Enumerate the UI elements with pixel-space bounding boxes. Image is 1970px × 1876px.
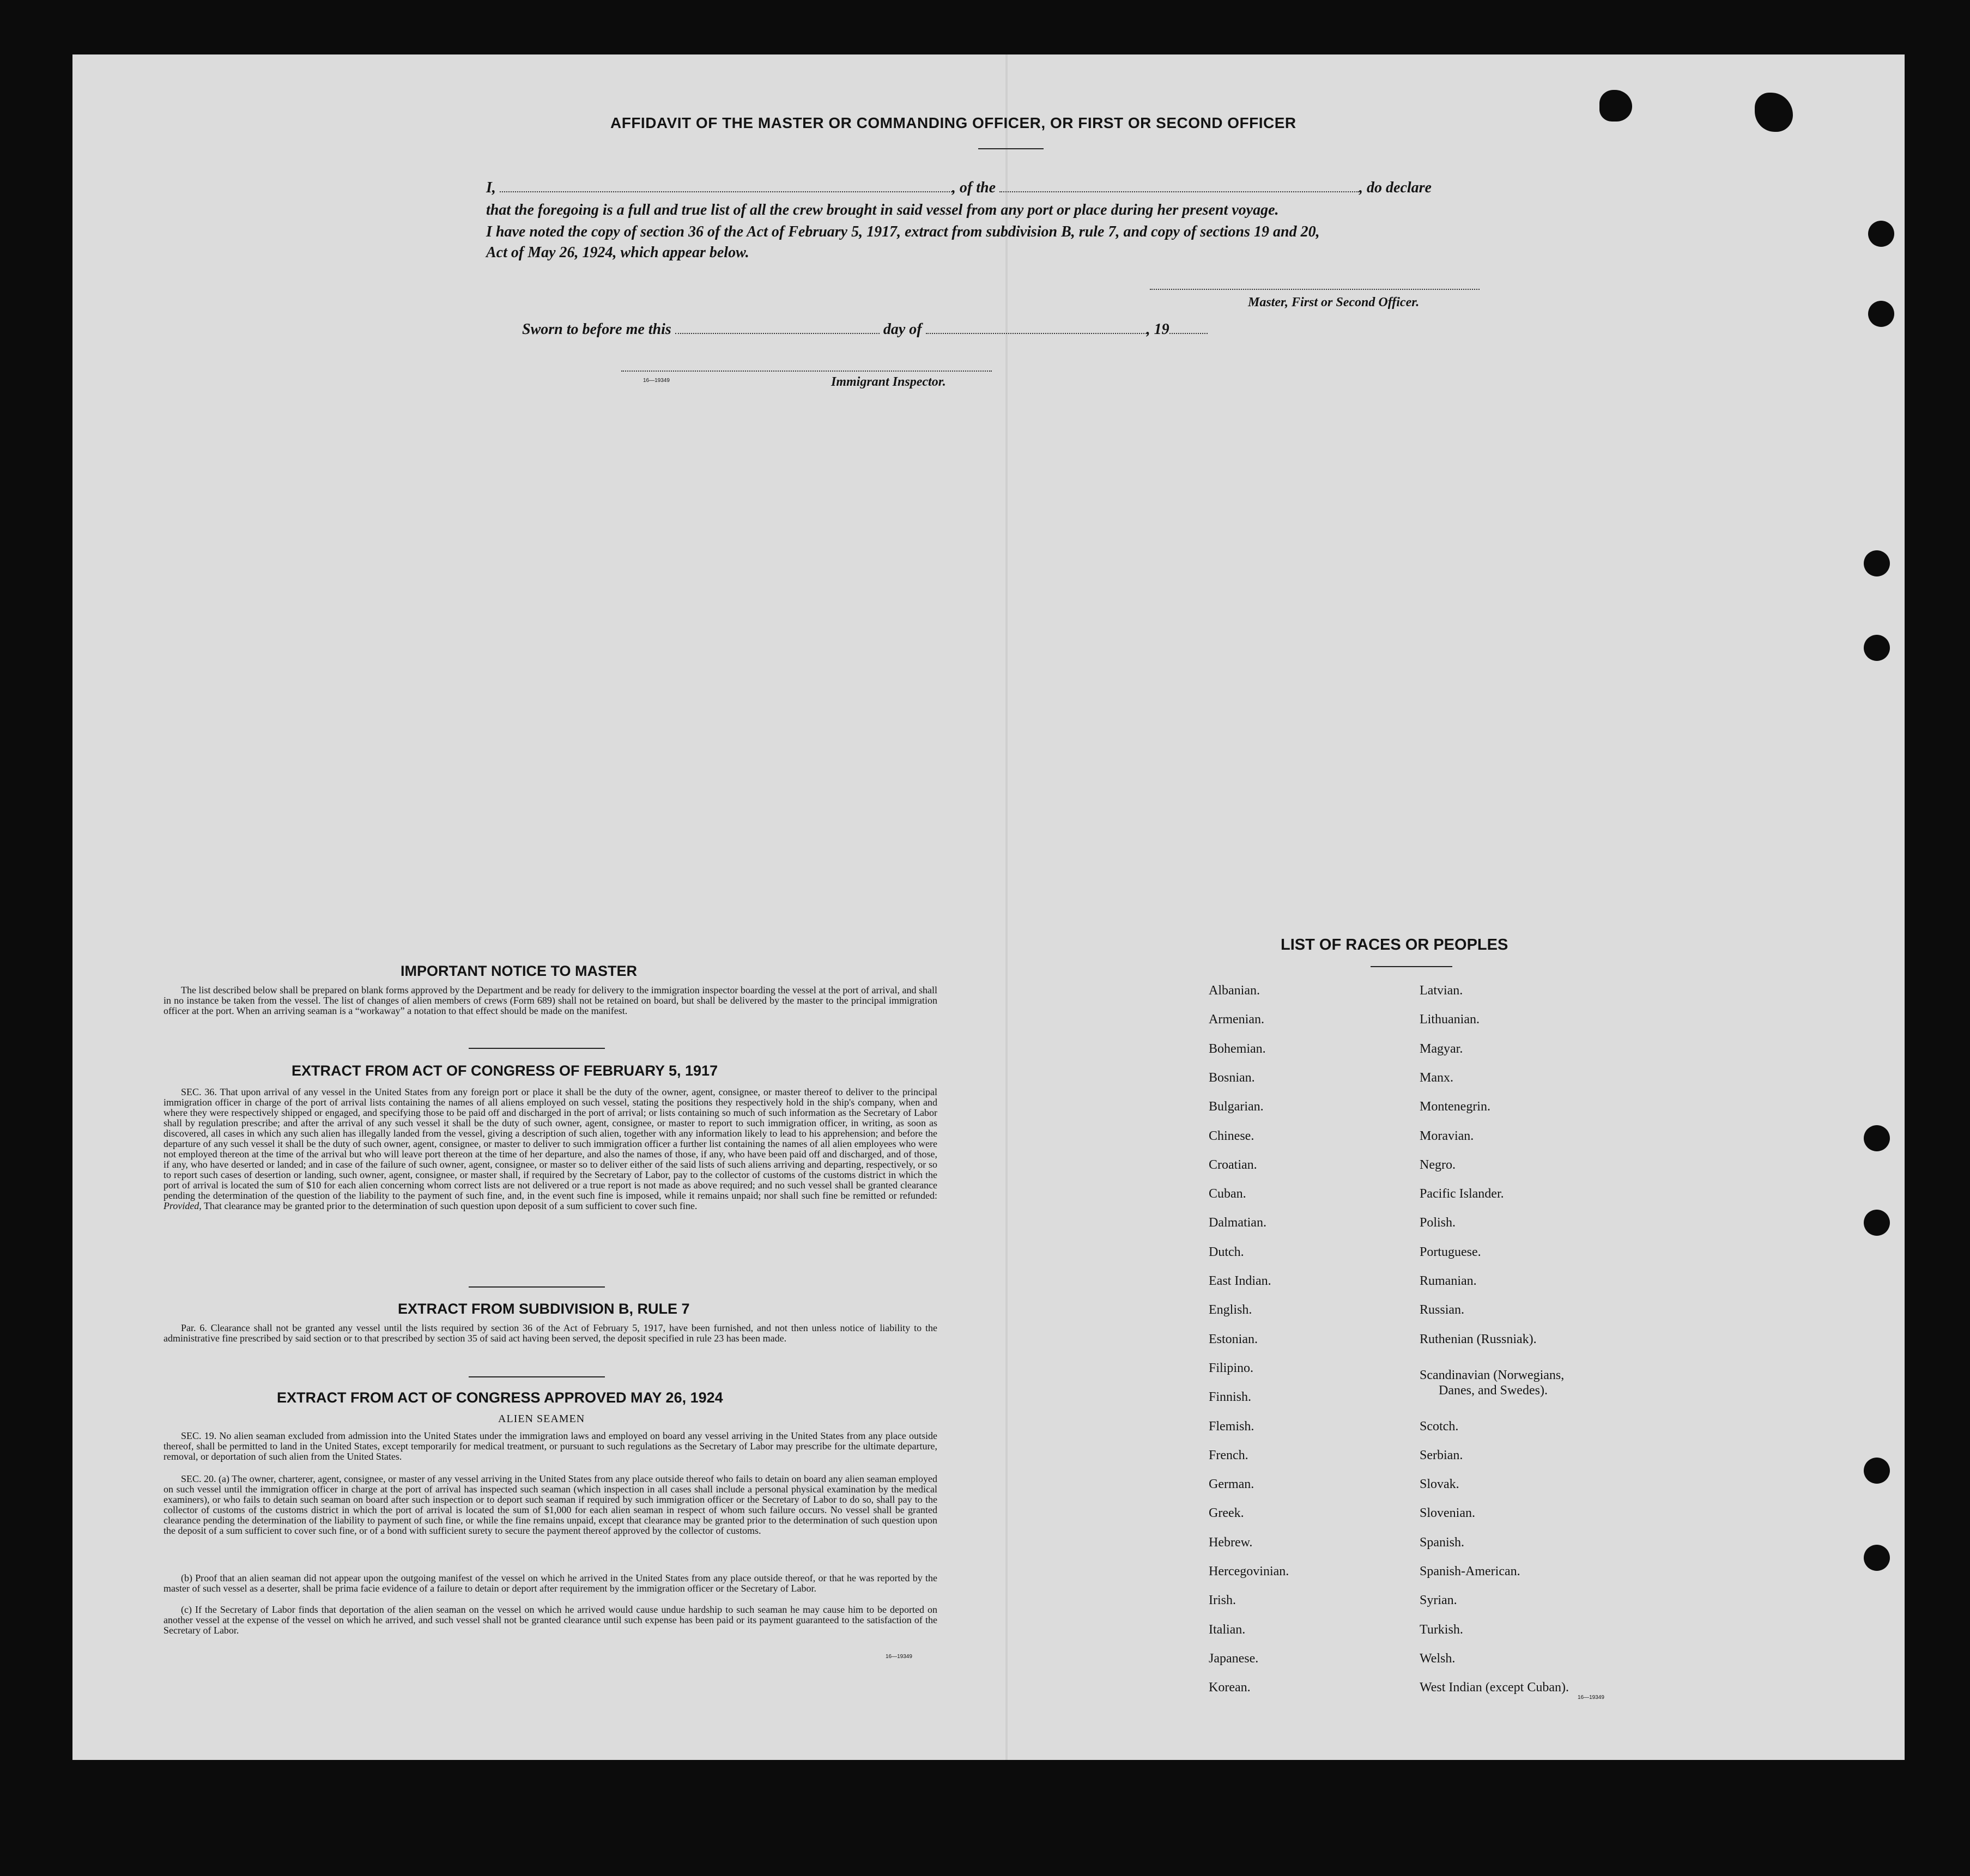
race-item: Portuguese. [1420, 1245, 1481, 1259]
sec-19-text: SEC. 19. No alien seaman excluded from admission into the United States under the immigration laws and employed on board any vessel arriving in the United States from any place outside thereof, shall be permitted to land in the United States, except temporarily for medical treatment, or pursuant to such regulations as the Secretary of Labor may prescribe for the ultimate departure, removal, or deportation of such alien from the United States. [163, 1430, 937, 1462]
page-fold [1005, 54, 1008, 1760]
race-item: Turkish. [1420, 1623, 1463, 1637]
race-item: Cuban. [1209, 1187, 1246, 1201]
race-item: Finnish. [1209, 1390, 1252, 1404]
divider [469, 1376, 605, 1377]
year-blank[interactable] [1169, 319, 1208, 334]
declaration-line-4: Act of May 26, 1924, which appear below. [486, 244, 749, 261]
extract-1917-end: That clearance may be granted prior to the determination of such question upon deposit of a sum sufficient to cover such fine. [204, 1200, 698, 1211]
race-item: Spanish. [1420, 1535, 1465, 1550]
race-item: Armenian. [1209, 1012, 1264, 1027]
declaration-declare: , do declare [1359, 179, 1432, 196]
race-item: Filipino. [1209, 1361, 1254, 1375]
race-item: Bosnian. [1209, 1071, 1255, 1085]
race-item: Latvian. [1420, 983, 1463, 998]
master-signature-label: Master, First or Second Officer. [1248, 295, 1420, 309]
extract-1917-body: SEC. 36. That upon arrival of any vessel in the United States from any foreign port or place it shall be the duty of the owner, agent, consignee, or master thereof to deliver to the principal immigration officer in charge of the port of arrival lists containing the names of all aliens employed on such vessel, stating the positions they respectively hold in the ship's company, when and where they were respectively shipped or engaged, and specifying those to be paid off and discharged in the port of arrival; or lists containing so much of such information as the Secretary of Labor shall by regulation prescribe; and after the arrival of any such vessel it shall be the duty of such owner, agent, consignee, or master to report to such immigration officer, in writing, as soon as discovered, all cases in which any such alien has illegally landed from the vessel, giving a description of such alien, together with any information likely to lead to his apprehension; and before the departure of any such vessel it shall be the duty of such owner, agent, consignee, or master to deliver to such immigration officer a further list containing the names of all alien employees who were not employed thereon at the time of the arrival but who will leave port thereon at the time of her departure, and also the names of those, if any, who have been paid off and discharged, and of those, if any, who have deserted or landed; and in case of the failure of such owner, agent, consignee, or master so to deliver either of the said lists of such aliens arriving and departing, respectively, or so to report such cases of desertion or landing, such owner, agent, consignee, or master shall, if required by the Secretary of Labor, pay to the collector of customs of the customs district in which the port of arrival is located the sum of $10 for each alien concerning whom correct lists are not delivered or a true report is not made as above required; and no such vessel shall be granted clearance pending the determination of the question of the liability to the payment of such fine, and, in the event such fine is imposed, while it remains unpaid; nor shall such fine be remitted or refunded: [163, 1086, 937, 1201]
punch-hole [1864, 1545, 1890, 1571]
race-item: Irish. [1209, 1593, 1236, 1607]
form-number-left: 16—19349 [886, 1654, 912, 1660]
race-item: Rumanian. [1420, 1274, 1477, 1288]
name-blank[interactable] [500, 177, 952, 192]
race-item: Bulgarian. [1209, 1100, 1264, 1114]
race-item: Welsh. [1420, 1652, 1456, 1666]
race-item: Russian. [1420, 1303, 1465, 1317]
year-label: , 19 [1146, 321, 1169, 338]
master-signature-line[interactable] [1150, 289, 1480, 290]
race-item: Scotch. [1420, 1419, 1459, 1434]
sworn-day-blank[interactable] [675, 319, 880, 334]
races-title: LIST OF RACES OR PEOPLES [1281, 936, 1508, 954]
divider [469, 1286, 605, 1288]
form-number-right: 16—19349 [1578, 1695, 1604, 1701]
race-item: Japanese. [1209, 1652, 1259, 1666]
race-item: German. [1209, 1477, 1254, 1491]
month-blank[interactable] [926, 319, 1147, 334]
inspector-label: Immigrant Inspector. [831, 375, 946, 389]
vessel-blank[interactable] [999, 177, 1359, 192]
race-scandinavian-cont: Danes, and Swedes). [1439, 1383, 1548, 1398]
race-item: Magyar. [1420, 1042, 1463, 1056]
extract-1917-title: EXTRACT FROM ACT OF CONGRESS OF FEBRUARY 5, 1917 [292, 1063, 718, 1079]
race-item: English. [1209, 1303, 1252, 1317]
race-item: Polish. [1420, 1216, 1456, 1230]
declaration-line-3: I have noted the copy of section 36 of the Act of February 5, 1917, extract from subdivision B, rule 7, and copy of sections 19 and 20, [486, 223, 1320, 240]
race-item: Dutch. [1209, 1245, 1244, 1259]
race-item: Italian. [1209, 1623, 1246, 1637]
race-item: Albanian. [1209, 983, 1260, 998]
race-item: Slovenian. [1420, 1506, 1475, 1520]
race-item: Slovak. [1420, 1477, 1459, 1491]
race-item: French. [1209, 1448, 1248, 1462]
declaration-line-1 [486, 177, 1432, 197]
race-item: Serbian. [1420, 1448, 1463, 1462]
race-item: Negro. [1420, 1158, 1456, 1172]
day-of-label: day of [883, 321, 922, 338]
punch-hole [1868, 301, 1894, 327]
race-item: West Indian (except Cuban). [1420, 1680, 1569, 1695]
race-item: Hebrew. [1209, 1535, 1253, 1550]
sec-20b-text: (b) Proof that an alien seaman did not appear upon the outgoing manifest of the vessel on which he arrived in the United States from any place outside thereof, or that he was reported by the master of such vessel as a deserter, shall be prima facie evidence of a failure to detain or deport after requirement by the immigration officer or the Secretary of Labor. [163, 1573, 937, 1594]
race-item: Syrian. [1420, 1593, 1457, 1607]
race-item: East Indian. [1209, 1274, 1271, 1288]
race-item: Spanish-American. [1420, 1564, 1520, 1578]
subdivision-b-title: EXTRACT FROM SUBDIVISION B, RULE 7 [398, 1301, 690, 1317]
declaration-of-the: , of the [951, 179, 996, 196]
race-item: Manx. [1420, 1071, 1453, 1085]
sec-20c-text: (c) If the Secretary of Labor finds that deportation of the alien seaman on the vessel on which he arrived would cause undue hardship to such seaman he may cause him to be deported on another vessel at the expense of the vessel on which he arrived, and such vessel shall not be granted clearance until such expense has been paid or its payment guaranteed to the satisfaction of the Secretary of Labor. [163, 1604, 937, 1636]
punch-hole [1864, 1458, 1890, 1484]
race-item: Lithuanian. [1420, 1012, 1480, 1027]
race-item: Korean. [1209, 1680, 1251, 1695]
race-item: Dalmatian. [1209, 1216, 1266, 1230]
punch-hole [1864, 550, 1890, 576]
notice-title: IMPORTANT NOTICE TO MASTER [401, 963, 637, 979]
extract-1917-text [163, 1087, 937, 1211]
punch-hole [1868, 221, 1894, 247]
affidavit-title: AFFIDAVIT OF THE MASTER OR COMMANDING OFFICER, OR FIRST OR SECOND OFFICER [610, 114, 1296, 131]
race-item: Estonian. [1209, 1332, 1258, 1346]
race-item: Ruthenian (Russniak). [1420, 1332, 1537, 1346]
sworn-line [522, 319, 1208, 338]
races-underline [1371, 966, 1452, 967]
race-item: Bohemian. [1209, 1042, 1266, 1056]
race-item: Montenegrin. [1420, 1100, 1490, 1114]
sworn-label: Sworn to before me this [522, 321, 671, 338]
race-item: Chinese. [1209, 1129, 1254, 1143]
punch-hole [1864, 1210, 1890, 1236]
notice-text: The list described below shall be prepared on blank forms approved by the Department and be ready for delivery to the immigration inspector boarding the vessel at the port of arrival, and shall in no instance be taken from the vessel. The list of changes of alien members of crews (Form 689) shall not be retained on board, but shall be delivered by the master to the principal immigration officer at the port. When an arriving seaman is a “workaway” a notation to that effect should be made on the manifest. [163, 985, 937, 1016]
race-item: Greek. [1209, 1506, 1244, 1520]
sec-20a-text: SEC. 20. (a) The owner, charterer, agent, consignee, or master of any vessel arriving in the United States from any place outside thereof who fails to detain on board any alien seaman employed on such vessel until the immigration officer in charge at the port of arrival has inspected such seaman (which inspection in all cases shall include a personal physical examination by the medical examiners), or who fails to detain such seaman on board after such inspection or to deport such seaman if required by such immigration officer or the Secretary of Labor to do so, shall pay to the collector of customs of the customs district in which the port of arrival is located the sum of $1,000 for each alien seaman in respect of whom such failure occurs. No vessel shall be granted clearance pending the determination of the liability to payment of such fine, or while the fine remains unpaid, except that clearance may be granted prior to the determination of such question upon the deposit of a sum sufficient to cover such fine, or of a bond with sufficient surety to secure the payment thereof approved by the collector of customs. [163, 1473, 937, 1536]
race-item: Moravian. [1420, 1129, 1474, 1143]
subdivision-b-text: Par. 6. Clearance shall not be granted any vessel until the lists required by section 36 of the Act of February 5, 1917, have been furnished, and not then unless notice of liability to the administrative fine prescribed by said section or to that prescribed by section 35 of said act having been served, the deposit specified in rule 23 has been made. [163, 1322, 937, 1344]
punch-hole [1864, 1125, 1890, 1151]
race-item: Pacific Islander. [1420, 1187, 1504, 1201]
extract-1924-title: EXTRACT FROM ACT OF CONGRESS APPROVED MAY 26, 1924 [277, 1389, 723, 1406]
title-underline [978, 148, 1044, 149]
punch-hole [1599, 90, 1632, 122]
race-item: Scandinavian (Norwegians, [1420, 1368, 1565, 1382]
divider [469, 1048, 605, 1049]
declaration-line-2: that the foregoing is a full and true list of all the crew brought in said vessel from any port or place during her present voyage. [486, 202, 1279, 218]
punch-hole [1864, 635, 1890, 661]
inspector-signature-line[interactable] [621, 371, 992, 372]
extract-1917-proviso: Provided, [163, 1200, 202, 1211]
alien-seamen-subtitle: ALIEN SEAMEN [498, 1413, 585, 1425]
declaration-i: I, [486, 179, 496, 196]
race-item: Flemish. [1209, 1419, 1254, 1434]
form-number-top: 16—19349 [643, 378, 670, 384]
race-item: Hercegovinian. [1209, 1564, 1289, 1578]
race-item: Croatian. [1209, 1158, 1257, 1172]
